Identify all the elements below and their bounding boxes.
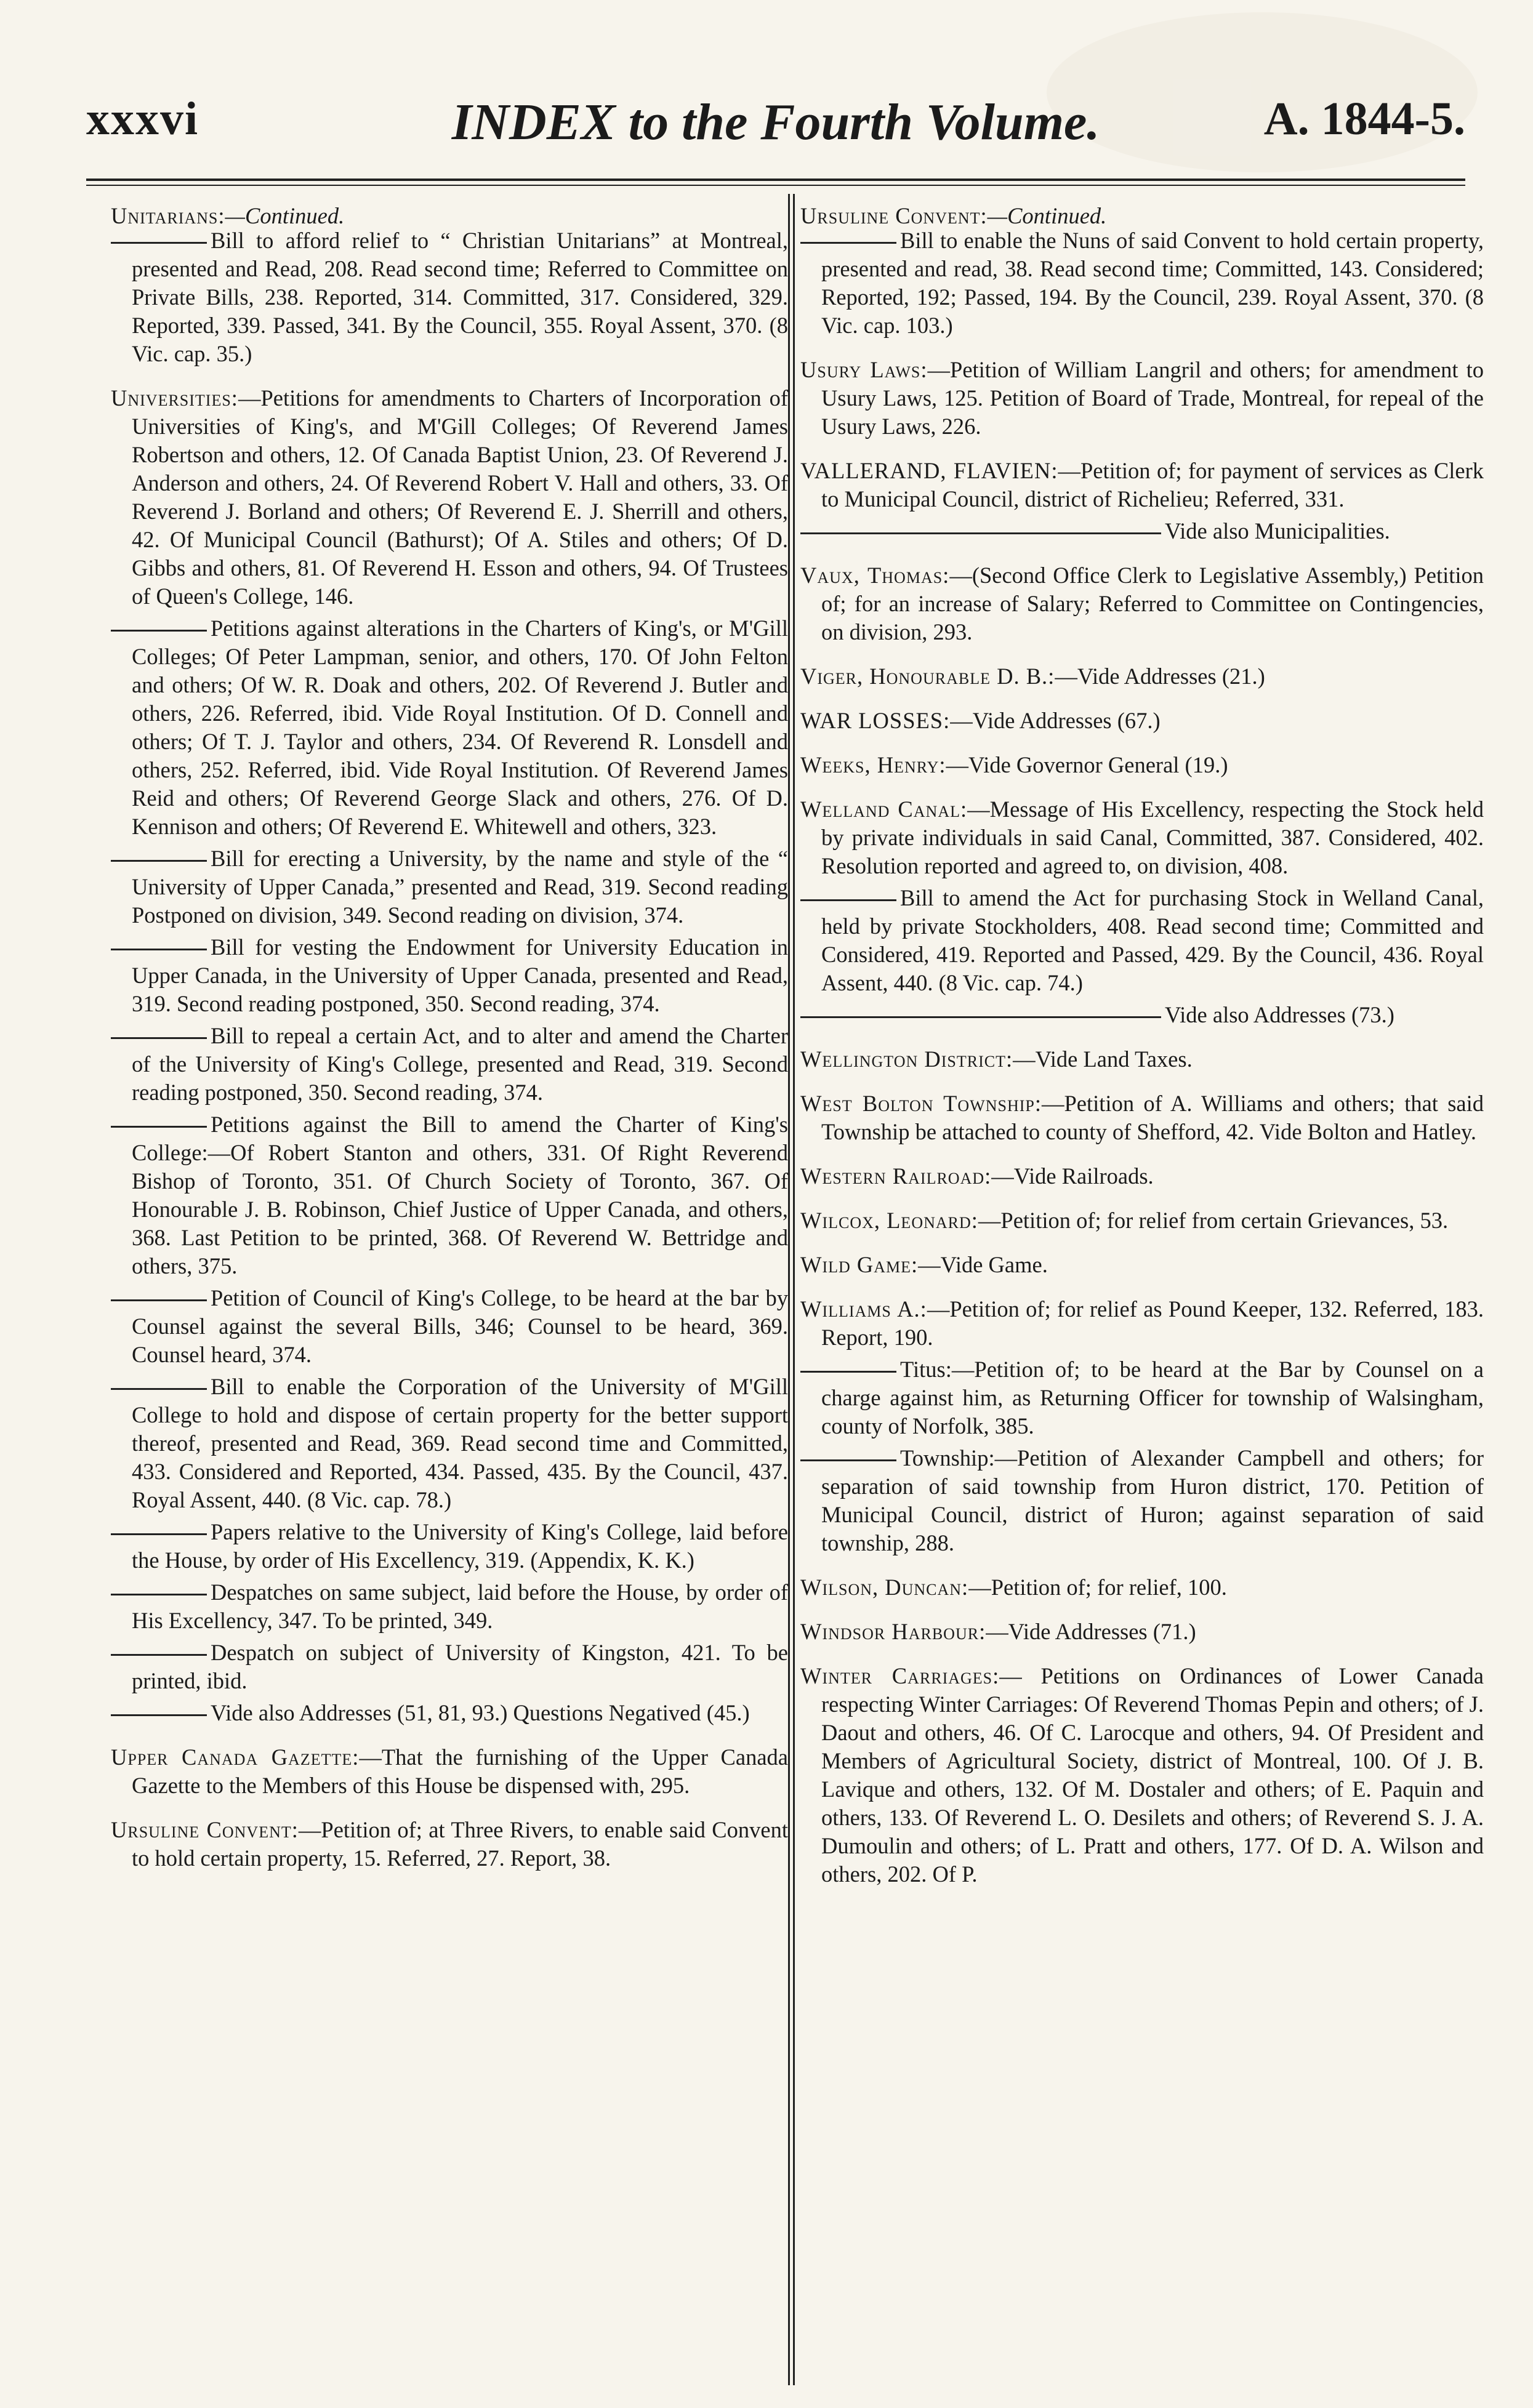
index-entry — [800, 662, 1484, 691]
entry-text: Vide also Municipalities. — [1165, 518, 1390, 544]
entry-text: —Message of His Excellency, respecting the Stock held by private individuals in said Canal, Committed, 387. Considered, 402. Resolution reported and agreed to, on division, 408. — [821, 797, 1484, 878]
entry-text: Bill for vesting the Endowment for University Education in Upper Canada, in the University of Upper Canada, presented and Read, 319. Second reading postponed, 350. Second reading, 374. — [132, 934, 788, 1016]
entry-heading: Welland Canal: — [800, 797, 968, 822]
entry-text: —Petition of A. Williams and others; that said Township be attached to county of Shefford, 42. Vide Bolton and Hatley. — [821, 1091, 1484, 1144]
entry-heading: West Bolton Township: — [800, 1091, 1042, 1116]
index-entry — [800, 1206, 1484, 1235]
entry-heading: Usury Laws: — [800, 357, 928, 382]
index-subentry — [111, 227, 788, 368]
ditto-rule — [800, 532, 1161, 534]
entry-text: Papers relative to the University of King's College, laid before the House, by order of His Excellency, 319. (Appendix, K. K.) — [132, 1519, 788, 1573]
entry-text: Township:—Petition of Alexander Campbell and others; for separation of said township from Huron district, 170. Petition of Municipal Council, district of Huron; against separation of said township, 288. — [821, 1445, 1484, 1555]
index-subentry — [111, 1699, 788, 1727]
ditto-rule — [111, 242, 207, 244]
entry-text: —Vide Governor General (19.) — [946, 752, 1228, 777]
entry-heading: Wilson, Duncan: — [800, 1575, 969, 1600]
header-rule-thick — [86, 179, 1465, 181]
ditto-rule — [800, 1016, 1161, 1018]
ditto-rule — [800, 1459, 896, 1461]
index-subentry — [111, 845, 788, 929]
index-subentry — [111, 1284, 788, 1369]
page-title: INDEX to the Fourth Volume. — [451, 94, 1100, 151]
entry-heading: Ursuline Convent: — [111, 1817, 299, 1842]
entry-heading: Ursuline Convent: — [800, 203, 988, 228]
index-entry — [111, 1743, 788, 1800]
ditto-rule — [800, 242, 896, 244]
entry-text: Despatch on subject of University of Kingston, 421. To be printed, ibid. — [132, 1640, 788, 1693]
entry-text: Bill to enable the Corporation of the University of M'Gill College to hold and dispose of certain property for the better support thereof, presented and Read, 369. Read second time and Committed, 433. Considered and Reported, 434. Passed, 435. By the Council, 437. Royal Assent, 440. (8 Vic. cap. 78.) — [132, 1374, 788, 1512]
index-subentry — [800, 517, 1484, 545]
ditto-rule — [111, 860, 207, 862]
index-entry — [111, 384, 788, 611]
index-entry — [800, 707, 1484, 735]
entry-text: Petitions against the Bill to amend the Charter of King's College:—Of Robert Stanton and others, 331. Of Right Reverend Bishop of Toronto, 351. Of Church Society of Toronto, 367. Of Honourable J. B. Robinson, Chief Justice of Upper Canada, and others, 368. Last Petition to be printed, 368. Of Reverend W. Bettridge and others, 375. — [132, 1112, 788, 1278]
ditto-rule — [111, 1299, 207, 1301]
entry-text: —Petition of; at Three Rivers, to enable said Convent to hold certain property, 15. Referred, 27. Report, 38. — [132, 1817, 788, 1871]
entry-text: —Vide Game. — [918, 1252, 1048, 1277]
index-subentry — [111, 1110, 788, 1280]
ditto-rule — [111, 949, 207, 950]
ditto-rule — [800, 1371, 896, 1373]
index-subentry — [111, 1518, 788, 1575]
column-divider — [793, 194, 795, 2385]
entry-heading: Winter Carriages: — [800, 1663, 1000, 1688]
index-entry — [800, 457, 1484, 513]
ditto-rule — [111, 1533, 207, 1535]
entry-text: —Vide Addresses (21.) — [1055, 664, 1265, 689]
ditto-rule — [111, 1714, 207, 1716]
index-entry — [800, 751, 1484, 779]
ditto-rule — [111, 1037, 207, 1039]
index-subentry — [111, 614, 788, 841]
entry-heading: Unitarians: — [111, 203, 225, 228]
index-subentry — [800, 1444, 1484, 1557]
index-subentry — [111, 1578, 788, 1635]
entry-text: Titus:—Petition of; to be heard at the Bar by Counsel on a charge against him, as Returning Officer for township of Walsingham, county of Norfolk, 385. — [821, 1357, 1484, 1439]
entry-heading: VALLERAND, FLAVIEN: — [800, 458, 1058, 483]
index-subentry — [111, 1022, 788, 1107]
left-column — [111, 202, 788, 2369]
right-column — [800, 202, 1484, 2369]
entry-text: — Petitions on Ordinances of Lower Canada respecting Winter Carriages: Of Reverend Thomas Pepin and others; of J. Daout and others, 46. Of C. Larocque and others, 94. Of President and Members of Agricultural Society, district of Montreal, 100. Of J. B. Lavique and others, 132. Of M. Dostaler and others; of E. Paquin and others, 133. Of Reverend L. O. Desilets and others; of Reverend S. J. A. Dumoulin and others; of L. Pratt and others, 177. Of D. A. Wilson and others, 202. Of P. — [821, 1663, 1484, 1887]
entry-text: —Petitions for amendments to Charters of Incorporation of Universities of King's, and M'Gill Colleges; Of Reverend James Robertson and others, 12. Of Canada Baptist Union, 23. Of Reverend J. Anderson and others, 24. Of Reverend Robert V. Hall and others, 33. Of Reverend J. Borland and others; Of Reverend E. J. Sherrill and others, 42. Of Municipal Council (Bathurst); Of A. Stiles and others; Of D. Gibbs and others, 81. Of Reverend H. Esson and others, 94. Of Trustees of Queen's College, 146. — [132, 385, 788, 609]
entry-heading: Wilcox, Leonard: — [800, 1208, 978, 1233]
entry-text: —Vide Railroads. — [991, 1163, 1154, 1189]
index-subentry — [111, 1639, 788, 1695]
entry-text: Bill to afford relief to “ Christian Unitarians” at Montreal, presented and Read, 208. Read second time; Referred to Committee on Private Bills, 238. Reported, 314. Committed, 317. Considered, 329. Reported, 339. Passed, 341. By the Council, 355. Royal Assent, 370. (8 Vic. cap. 35.) — [132, 228, 788, 366]
index-subentry — [800, 1001, 1484, 1029]
index-entry — [800, 1573, 1484, 1602]
entry-text: —Petition of; for relief, 100. — [968, 1575, 1227, 1600]
entry-text: Petitions against alterations in the Charters of King's, or M'Gill Colleges; Of Peter Lampman, senior, and others, 170. Of John Felton and others; Of W. R. Doak and others, 202. Of Reverend J. Butler and others, 226. Referred, ibid. Vide Royal Institution. Of D. Connell and others; Of T. J. Taylor and others, 234. Of Reverend R. Lonsdell and others, 252. Referred, ibid. Vide Royal Institution. Of Reverend James Reid and others; Of Reverend George Slack and others, 276. Of D. Kennison and others; Of Reverend E. Whitewell and others, 323. — [132, 616, 788, 839]
ditto-rule — [111, 1126, 207, 1128]
index-entry — [800, 1090, 1484, 1146]
entry-text: Bill for erecting a University, by the name and style of the “ University of Upper Canada,” presented and Read, 319. Second reading Postponed on division, 349. Second reading on division, 374. — [132, 846, 788, 928]
entry-text: Bill to enable the Nuns of said Convent to hold certain property, presented and read, 38. Read second time; Committed, 143. Considered; Reported, 192; Passed, 194. By the Council, 239. Royal Assent, 370. (8 Vic. cap. 103.) — [821, 228, 1484, 338]
entry-text: —Petition of; for payment of services as Clerk to Municipal Council, district of Richelieu; Referred, 331. — [821, 458, 1484, 512]
ditto-rule — [800, 899, 896, 901]
entry-text: Bill to repeal a certain Act, and to alter and amend the Charter of the University of King's College, presented and Read, 319. Second reading postponed, 350. Second reading, 374. — [132, 1023, 788, 1105]
entry-heading: WAR LOSSES: — [800, 708, 951, 733]
index-subentry — [800, 1355, 1484, 1440]
index-subentry — [800, 884, 1484, 997]
entry-heading: Wellington District: — [800, 1046, 1013, 1072]
index-entry — [800, 356, 1484, 441]
entry-text: Bill to amend the Act for purchasing Stock in Welland Canal, held by private Stockholders, 408. Read second time; Committed and Considered, 419. Reported and Passed, 429. By the Council, 436. Royal Assent, 440. (8 Vic. cap. 74.) — [821, 885, 1484, 995]
entry-text: —Continued. — [987, 203, 1107, 228]
entry-heading: Wild Game: — [800, 1252, 919, 1277]
entry-heading: Weeks, Henry: — [800, 752, 946, 777]
entry-heading: Williams A.: — [800, 1296, 927, 1322]
index-entry — [800, 795, 1484, 880]
index-entry — [800, 1662, 1484, 1888]
entry-heading: Western Railroad: — [800, 1163, 992, 1189]
session-year: A. 1844-5. — [1263, 93, 1465, 145]
index-subentry — [111, 933, 788, 1018]
entry-text: —Vide Addresses (71.) — [986, 1619, 1196, 1644]
index-entry — [800, 1295, 1484, 1352]
entry-text: —Petition of William Langril and others; for amendment to Usury Laws, 125. Petition of Board of Trade, Montreal, for repeal of the Usury Laws, 226. — [821, 357, 1484, 439]
column-divider — [788, 194, 790, 2385]
entry-heading: Viger, Honourable D. B.: — [800, 664, 1055, 689]
index-entry — [111, 1816, 788, 1872]
page-header — [86, 92, 1465, 160]
entry-text: —(Second Office Clerk to Legislative Assembly,) Petition of; for an increase of Salary; Referred to Committee on Contingencies, on division, 293. — [821, 563, 1484, 644]
entry-text: —Continued. — [225, 203, 345, 228]
page-number: xxxvi — [86, 93, 199, 145]
index-subentry — [111, 1373, 788, 1514]
entry-text: —Vide Land Taxes. — [1013, 1046, 1193, 1072]
entry-text: —Petition of; for relief as Pound Keeper, 132. Referred, 183. Report, 190. — [821, 1296, 1484, 1350]
entry-heading: Windsor Harbour: — [800, 1619, 986, 1644]
ditto-rule — [111, 630, 207, 632]
entry-text: Despatches on same subject, laid before the House, by order of His Excellency, 347. To be printed, 349. — [132, 1579, 788, 1633]
entry-heading: Upper Canada Gazette: — [111, 1744, 360, 1770]
header-rule-thin — [86, 185, 1465, 186]
index-subentry — [800, 227, 1484, 340]
entry-text: Vide also Addresses (73.) — [1165, 1002, 1394, 1027]
entry-text: Petition of Council of King's College, to be heard at the bar by Counsel against the several Bills, 346; Counsel to be heard, 369. Counsel heard, 374. — [132, 1285, 788, 1367]
ditto-rule — [111, 1654, 207, 1656]
entry-text: Vide also Addresses (51, 81, 93.) Questions Negatived (45.) — [211, 1700, 750, 1725]
entry-text: —Vide Addresses (67.) — [950, 708, 1161, 733]
ditto-rule — [111, 1388, 207, 1390]
index-entry — [800, 1162, 1484, 1190]
entry-heading: Universities: — [111, 385, 238, 411]
ditto-rule — [111, 1594, 207, 1595]
entry-heading: Vaux, Thomas: — [800, 563, 950, 588]
entry-text: —That the furnishing of the Upper Canada Gazette to the Members of this House be dispensed with, 295. — [132, 1744, 788, 1798]
index-entry — [800, 561, 1484, 646]
index-entry — [800, 1618, 1484, 1646]
index-entry — [800, 1045, 1484, 1074]
entry-text: —Petition of; for relief from certain Grievances, 53. — [978, 1208, 1449, 1233]
index-entry — [800, 1251, 1484, 1279]
